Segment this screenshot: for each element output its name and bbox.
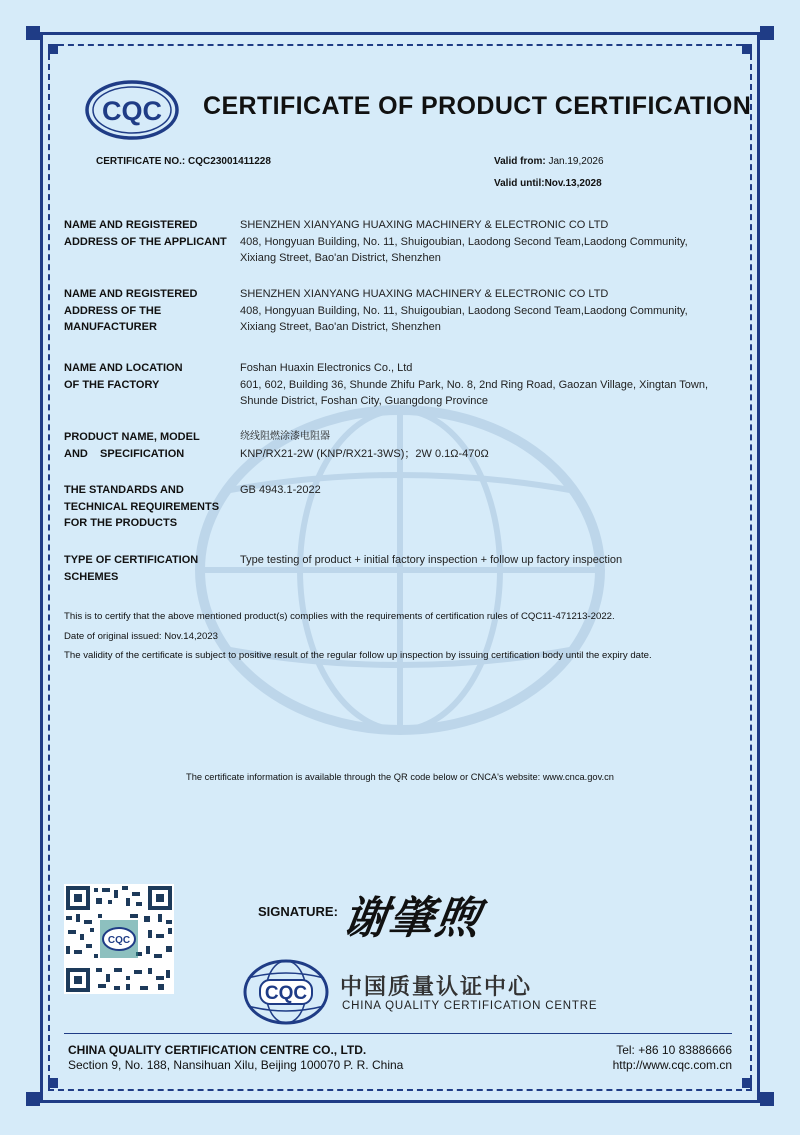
- manufacturer-value: [240, 286, 720, 336]
- schemes-label: [64, 552, 198, 585]
- applicant-label: [64, 217, 227, 250]
- factory-name: Foshan Huaxin Electronics Co., Ltd: [240, 362, 413, 374]
- manufacturer-label-line: NAME AND REGISTERED: [64, 288, 198, 300]
- manufacturer-label: [64, 286, 197, 336]
- valid-from-label: Valid from:: [494, 156, 546, 167]
- product-label: [64, 429, 200, 462]
- product-value: [240, 429, 720, 462]
- manufacturer-label-line: ADDRESS OF THE: [64, 304, 162, 317]
- standards-value: [240, 482, 720, 499]
- valid-until: [494, 178, 602, 189]
- manufacturer-label-line: MANUFACTURER: [64, 321, 157, 333]
- applicant-name: SHENZHEN XIANYANG HUAXING MACHINERY & ELECTRONIC CO LTD: [240, 219, 609, 231]
- corner-ornament-tl2: [48, 44, 58, 54]
- certificate-number-label: CERTIFICATE NO.:: [96, 156, 186, 167]
- signature: 谢肇煦: [339, 893, 485, 944]
- scheme-description: Type testing of product + initial factory inspection + follow up factory inspection: [240, 554, 623, 566]
- corner-ornament-tr: [760, 26, 774, 40]
- certificate-title: CERTIFICATE OF PRODUCT CERTIFICATION: [203, 92, 752, 120]
- applicant-value: [240, 217, 720, 267]
- standards-label-line: THE STANDARDS AND: [64, 484, 184, 496]
- corner-ornament-bl2: [48, 1078, 58, 1088]
- footer-company-name: CHINA QUALITY CERTIFICATION CENTRE CO., LTD.: [68, 1043, 367, 1057]
- cqc-logo: [84, 80, 180, 140]
- standards-label-line: FOR THE PRODUCTS: [64, 517, 178, 529]
- product-label-line: AND SPECIFICATION: [64, 447, 185, 460]
- valid-until-value: Nov.13,2028: [544, 178, 602, 189]
- corner-ornament-bl: [26, 1092, 40, 1106]
- applicant-address-line: 408, Hongyuan Building, No. 11, Shuigoubian, Laodong Second Team,Laodong Community,: [240, 235, 688, 248]
- organization-name-cn: 中国质量认证中心: [340, 975, 533, 1000]
- footer-website-link[interactable]: http://www.cqc.com.cn: [612, 1058, 732, 1072]
- standards-label-line: TECHNICAL REQUIREMENTS: [64, 500, 220, 513]
- valid-from: [494, 156, 604, 167]
- validity-statement: The validity of the certificate is subject to positive result of the regular follow up inspection by issuing certification body until the expiry date.: [64, 650, 652, 661]
- corner-ornament-br: [760, 1092, 774, 1106]
- schemes-label-line: TYPE OF CERTIFICATION: [64, 554, 199, 566]
- cqc-logo-text: CQC: [102, 96, 162, 126]
- footer-divider: [64, 1033, 732, 1034]
- factory-address-line: Shunde District, Foshan City, Guangdong Province: [240, 395, 489, 407]
- corner-ornament-tr2: [742, 44, 752, 54]
- valid-until-label: Valid until:: [494, 178, 545, 189]
- qr-code[interactable]: [64, 884, 174, 994]
- schemes-label-line: SCHEMES: [64, 570, 119, 583]
- manufacturer-address-line: Xixiang Street, Bao'an District, Shenzhen: [240, 321, 441, 333]
- factory-address-line: 601, 602, Building 36, Shunde Zhifu Park, No. 8, 2nd Ring Road, Gaozan Village, Xingtan Town,: [240, 378, 709, 391]
- corner-ornament-br2: [742, 1078, 752, 1088]
- corner-ornament-tl: [26, 26, 40, 40]
- factory-label: [64, 360, 183, 393]
- schemes-value: [240, 552, 720, 569]
- factory-value: [240, 360, 720, 410]
- compliance-statement: This is to certify that the above mentioned product(s) complies with the requirements of certification rules of CQC11-471213-2022.: [64, 611, 615, 622]
- manufacturer-name: SHENZHEN XIANYANG HUAXING MACHINERY & ELECTRONIC CO LTD: [240, 288, 609, 300]
- original-issue-date: Date of original issued: Nov.14,2023: [64, 631, 218, 642]
- certificate-number: [96, 156, 271, 167]
- product-label-line: PRODUCT NAME, MODEL: [64, 431, 200, 443]
- valid-from-value: Jan.19,2026: [548, 156, 604, 167]
- organization-name-en: CHINA QUALITY CERTIFICATION CENTRE: [342, 1000, 598, 1012]
- manufacturer-address-line: 408, Hongyuan Building, No. 11, Shuigoubian, Laodong Second Team,Laodong Community,: [240, 304, 688, 317]
- certificate-info-note: The certificate information is available through the QR code below or CNCA's website: www.cnca.gov.cn: [186, 772, 614, 782]
- factory-label-line: OF THE FACTORY: [64, 378, 160, 391]
- product-model-spec: KNP/RX21-2W (KNP/RX21-3WS)；2W 0.1Ω-470Ω: [240, 447, 489, 460]
- signature-label: SIGNATURE:: [258, 904, 338, 919]
- cqc-globe-logo-text: CQC: [264, 983, 308, 1004]
- standards-label: [64, 482, 219, 532]
- applicant-label-line: ADDRESS OF THE APPLICANT: [64, 235, 227, 248]
- product-name: 绕线阻燃涂漆电阻器: [240, 431, 330, 442]
- standard-code: GB 4943.1-2022: [240, 484, 321, 496]
- applicant-address-line: Xixiang Street, Bao'an District, Shenzhen: [240, 252, 441, 264]
- certificate-number-value: CQC23001411228: [188, 156, 271, 167]
- qr-logo-text: CQC: [107, 935, 131, 946]
- footer-phone: Tel: +86 10 83886666: [616, 1043, 732, 1057]
- footer-address: Section 9, No. 188, Nansihuan Xilu, Beijing 100070 P. R. China: [68, 1058, 404, 1072]
- applicant-label-line: NAME AND REGISTERED: [64, 219, 198, 231]
- factory-label-line: NAME AND LOCATION: [64, 362, 183, 374]
- cqc-globe-logo: [242, 958, 330, 1026]
